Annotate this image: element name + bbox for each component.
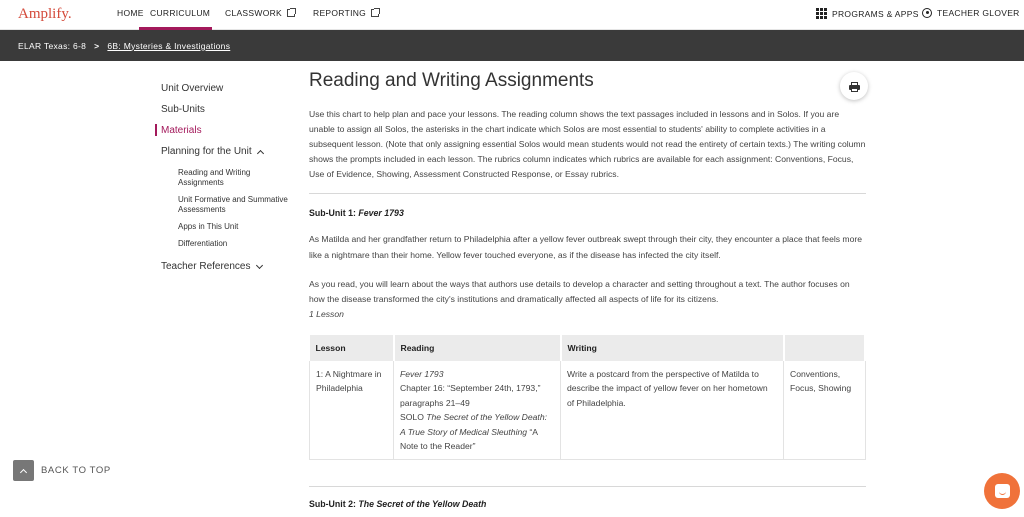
reading-solo-suffix: “A Note to the Reader” [400,426,538,451]
chevron-up-icon [13,460,34,481]
subunit-1-summary: As Matilda and her grandfather return to Philadelphia after a yellow fever outbreak swept through their city, they encounter a place that feels more like a nightmare than their home. Yellow fever touched everyone, as if the disease has infected the city itself. [309,234,863,260]
nav-curriculum[interactable] [150,8,210,18]
table-header-row [310,335,866,361]
nav-classwork-label: CLASSWORK [225,8,283,18]
main-content [309,70,866,460]
divider [309,193,866,194]
divider [309,486,866,487]
page-title: Reading and Writing Assignments [309,70,594,91]
user-name: TEACHER GLOVER [937,8,1020,18]
sidebar-item-sub-units[interactable] [161,99,301,120]
sidebar-item-materials[interactable] [161,120,301,141]
sidebar [161,78,301,277]
user-menu[interactable] [922,8,1020,18]
sidebar-item-label: Teacher References [161,261,251,272]
grid-icon [816,8,827,19]
reading-chapter: Chapter 16: “September 24th, 1793,” paragraphs 21–49 [400,383,541,408]
sidebar-subitem-apps[interactable]: Apps in This Unit [178,222,239,231]
column-header-rubrics [784,335,866,361]
chat-button[interactable] [984,473,1020,509]
subunit-1-heading [309,208,866,218]
cell-writing: Write a postcard from the perspective of Matilda to describe the impact of yellow fever on her hometown of Philadelphia. [561,361,784,460]
programs-apps-label: PROGRAMS & APPS [832,8,919,19]
subunit-1-title: Fever 1793 [358,208,404,219]
cell-reading [394,361,561,460]
breadcrumb-separator: > [94,40,100,51]
external-link-icon [371,9,379,17]
nav-home[interactable] [117,8,144,18]
sidebar-subitem-reading-writing[interactable]: Reading and Writing Assignments [178,168,251,187]
nav-curriculum-label: CURRICULUM [150,8,211,18]
chevron-down-icon [255,261,262,268]
back-to-top-label: BACK TO TOP [41,465,111,476]
subunit-2-heading [309,499,486,509]
nav-home-label: HOME [117,8,144,18]
nav-reporting[interactable] [313,8,379,18]
reading-solo-title: The Secret of the Yellow Death: A True Story of Medical Sleuthing [400,412,547,437]
reading-solo-prefix: SOLO [400,412,427,423]
breadcrumb-current[interactable]: 6B: Mysteries & Investigations [107,40,231,51]
cell-rubrics: Conventions, Focus, Showing [784,361,866,460]
breadcrumb [0,30,1024,61]
top-navigation [0,0,1024,30]
nav-classwork[interactable] [225,8,295,18]
subunit-1-prefix: Sub-Unit 1: [309,208,359,219]
user-circle-icon [922,8,932,18]
chat-icon [995,484,1010,498]
lesson-count: 1 Lesson [309,308,344,319]
sidebar-item-label: Planning for the Unit [161,146,252,157]
sidebar-subitem-differentiation[interactable]: Differentiation [178,239,228,248]
subunit-1-description [309,277,866,322]
back-to-top-button[interactable] [13,460,111,481]
column-header-lesson: Lesson [310,335,394,361]
column-header-reading: Reading [394,335,561,361]
external-link-icon [287,9,295,17]
sidebar-subitem-assessments[interactable]: Unit Formative and Summative Assessments [178,195,288,214]
chevron-up-icon [257,149,264,156]
subunit-2-title: The Secret of the Yellow Death [358,499,487,509]
table-row [310,361,866,460]
breadcrumb-root[interactable]: ELAR Texas: 6-8 [18,40,87,51]
column-header-writing: Writing [561,335,784,361]
sidebar-item-label: Sub-Units [161,104,205,115]
reading-title: Fever 1793 [400,368,444,379]
sidebar-item-label: Materials [161,125,202,136]
sidebar-item-label: Unit Overview [161,83,224,94]
subunit-2-prefix: Sub-Unit 2: [309,499,359,509]
intro-paragraph: Use this chart to help plan and pace your lessons. The reading column shows the text passages included in lessons and in Solos. If you are unable to assign all Solos, the asterisks in the chart indicate which Solos are most essential to students' ability to complete activities in a subsequent lesson. (Note that only assigning essential Solos would mean students would not read the entirety of certain texts.) The writing column shows the prompts included in each lesson. The rubrics column indicates which rubrics are available for each assignment: Conventions, Focus, Use of Evidence, Showing, Assessment Constructed Response, or Essay rubrics. [309,109,866,180]
nav-reporting-label: REPORTING [313,8,367,18]
sidebar-item-planning[interactable] [161,141,301,162]
programs-apps-button[interactable] [816,8,919,19]
sidebar-item-teacher-references[interactable] [161,256,301,277]
assignments-table [309,335,866,460]
amplify-logo[interactable]: Amplify. [18,6,72,22]
cell-lesson: 1: A Nightmare in Philadelphia [310,361,394,460]
subunit-1-description-text: As you read, you will learn about the ways that authors use details to develop a character and setting throughout a text. The author focuses on how the disease transformed the city's institutions and dramatically affected all aspects of life for its citizens. [309,278,850,304]
sidebar-item-unit-overview[interactable] [161,78,301,99]
